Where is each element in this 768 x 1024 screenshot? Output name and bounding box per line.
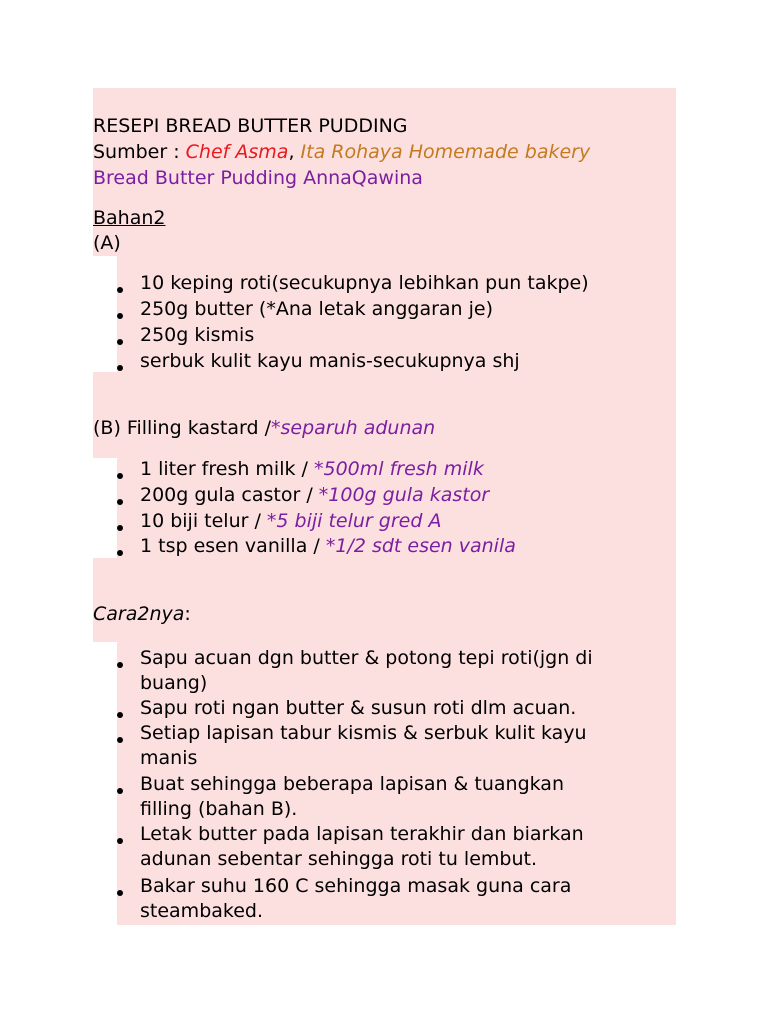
bullet-icon xyxy=(117,473,123,479)
source-annaqawina: Bread Butter Pudding AnnaQawina xyxy=(93,167,423,189)
list-item-continuation: adunan sebentar sehingga roti tu lembut. xyxy=(140,848,537,870)
bullet-icon xyxy=(117,287,123,293)
bullet-icon xyxy=(117,339,123,345)
bullet-icon xyxy=(117,890,123,896)
list-item-continuation: filling (bahan B). xyxy=(140,798,298,820)
bullet-icon xyxy=(117,365,123,371)
bullet-icon xyxy=(117,838,123,844)
list-item: Sapu roti ngan butter & susun roti dlm acuan. xyxy=(140,697,577,719)
list-item: Buat sehingga beberapa lapisan & tuangkan xyxy=(140,773,564,795)
group-b-note: *separuh adunan xyxy=(271,417,436,439)
recipe-title: RESEPI BREAD BUTTER PUDDING xyxy=(93,115,408,137)
group-b-label: (B) Filling kastard /*separuh adunan xyxy=(93,417,436,439)
list-item: 250g butter (*Ana letak anggaran je) xyxy=(140,298,494,320)
list-item: Setiap lapisan tabur kismis & serbuk kulit kayu xyxy=(140,722,587,744)
bullet-icon xyxy=(117,313,123,319)
list-item-continuation: steambaked. xyxy=(140,900,264,922)
list-item: Letak butter pada lapisan terakhir dan biarkan xyxy=(140,823,584,845)
list-item: 10 biji telur / *5 biji telur gred A xyxy=(140,510,442,532)
list-item: Bakar suhu 160 C sehingga masak guna cara xyxy=(140,875,572,897)
source-separator: , xyxy=(288,141,301,163)
bullet-icon xyxy=(117,525,123,531)
page-band-cara xyxy=(93,558,676,642)
list-item: Sapu acuan dgn butter & potong tepi roti(jgn di xyxy=(140,647,593,669)
bullet-icon xyxy=(117,550,123,556)
list-item-continuation: manis xyxy=(140,747,198,769)
group-a-label: (A) xyxy=(93,232,121,254)
bahan-heading: Bahan2 xyxy=(93,207,166,229)
list-item: 1 liter fresh milk / *500ml fresh milk xyxy=(140,458,484,480)
source-chef-asma: Chef Asma xyxy=(185,141,289,163)
cara-heading: Cara2nya: xyxy=(93,603,191,625)
list-item: 10 keping roti(secukupnya lebihkan pun takpe) xyxy=(140,272,589,294)
source-line xyxy=(93,139,590,165)
list-item: serbuk kulit kayu manis-secukupnya shj xyxy=(140,350,520,372)
source-label: Sumber : xyxy=(93,141,186,163)
bullet-icon xyxy=(117,662,123,668)
list-item-continuation: buang) xyxy=(140,672,208,694)
list-item: 250g kismis xyxy=(140,324,255,346)
bullet-icon xyxy=(117,737,123,743)
list-item: 200g gula castor / *100g gula kastor xyxy=(140,484,490,506)
bullet-icon xyxy=(117,788,123,794)
bullet-icon xyxy=(117,712,123,718)
list-item: 1 tsp esen vanilla / *1/2 sdt esen vanila xyxy=(140,535,516,557)
bullet-icon xyxy=(117,499,123,505)
source-ita-rohaya: Ita Rohaya Homemade bakery xyxy=(300,141,591,163)
